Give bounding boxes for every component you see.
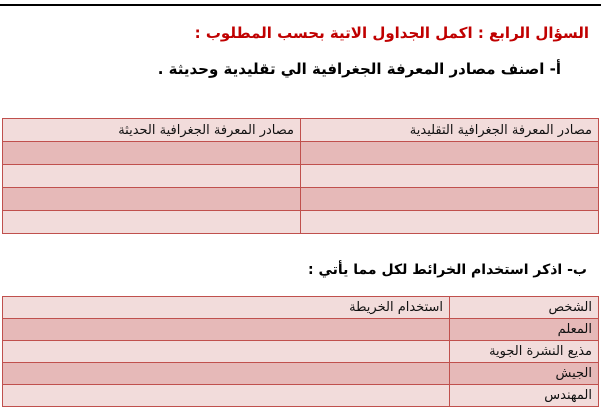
section-b-heading: ب- اذكر استخدام الخرائط لكل مما يأتي :: [308, 262, 587, 278]
answer-cell[interactable]: [301, 188, 599, 211]
table-row: [3, 188, 599, 211]
answer-cell[interactable]: [3, 165, 301, 188]
top-divider-line: [0, 4, 601, 6]
table-map-uses: [2, 296, 599, 407]
section-a-heading: أ- اصنف مصادر المعرفة الجغرافية الي تقليدية وحديثة .: [157, 60, 561, 78]
question-title: [195, 24, 589, 42]
header-person: الشخص: [450, 297, 599, 319]
person-cell: الجيش: [450, 363, 599, 385]
header-modern: مصادر المعرفة الجغرافية الحديثة: [3, 119, 301, 142]
answer-cell[interactable]: [3, 319, 450, 341]
person-cell: مذيع النشرة الجوية: [450, 341, 599, 363]
header-traditional: مصادر المعرفة الجغرافية التقليدية: [301, 119, 599, 142]
question-instruction: اكمل الجداول الاتية بحسب المطلوب :: [194, 24, 473, 42]
table-row: [3, 165, 599, 188]
table-knowledge-sources: [2, 118, 599, 234]
table-header-row: [3, 297, 599, 319]
person-cell: المعلم: [450, 319, 599, 341]
answer-cell[interactable]: [3, 363, 450, 385]
table-header-row: [3, 119, 599, 142]
answer-cell[interactable]: [301, 211, 599, 234]
answer-cell[interactable]: [3, 211, 301, 234]
person-cell: المهندس: [450, 385, 599, 407]
table-row: [3, 211, 599, 234]
question-number: السؤال الرابع :: [477, 24, 589, 42]
answer-cell[interactable]: [301, 142, 599, 165]
table-row: [3, 363, 599, 385]
header-map-use: استخدام الخريطة: [3, 297, 450, 319]
table-row: [3, 341, 599, 363]
answer-cell[interactable]: [3, 142, 301, 165]
table-row: [3, 142, 599, 165]
answer-cell[interactable]: [3, 341, 450, 363]
answer-cell[interactable]: [3, 385, 450, 407]
answer-cell[interactable]: [3, 188, 301, 211]
answer-cell[interactable]: [301, 165, 599, 188]
table-row: [3, 385, 599, 407]
table-row: [3, 319, 599, 341]
